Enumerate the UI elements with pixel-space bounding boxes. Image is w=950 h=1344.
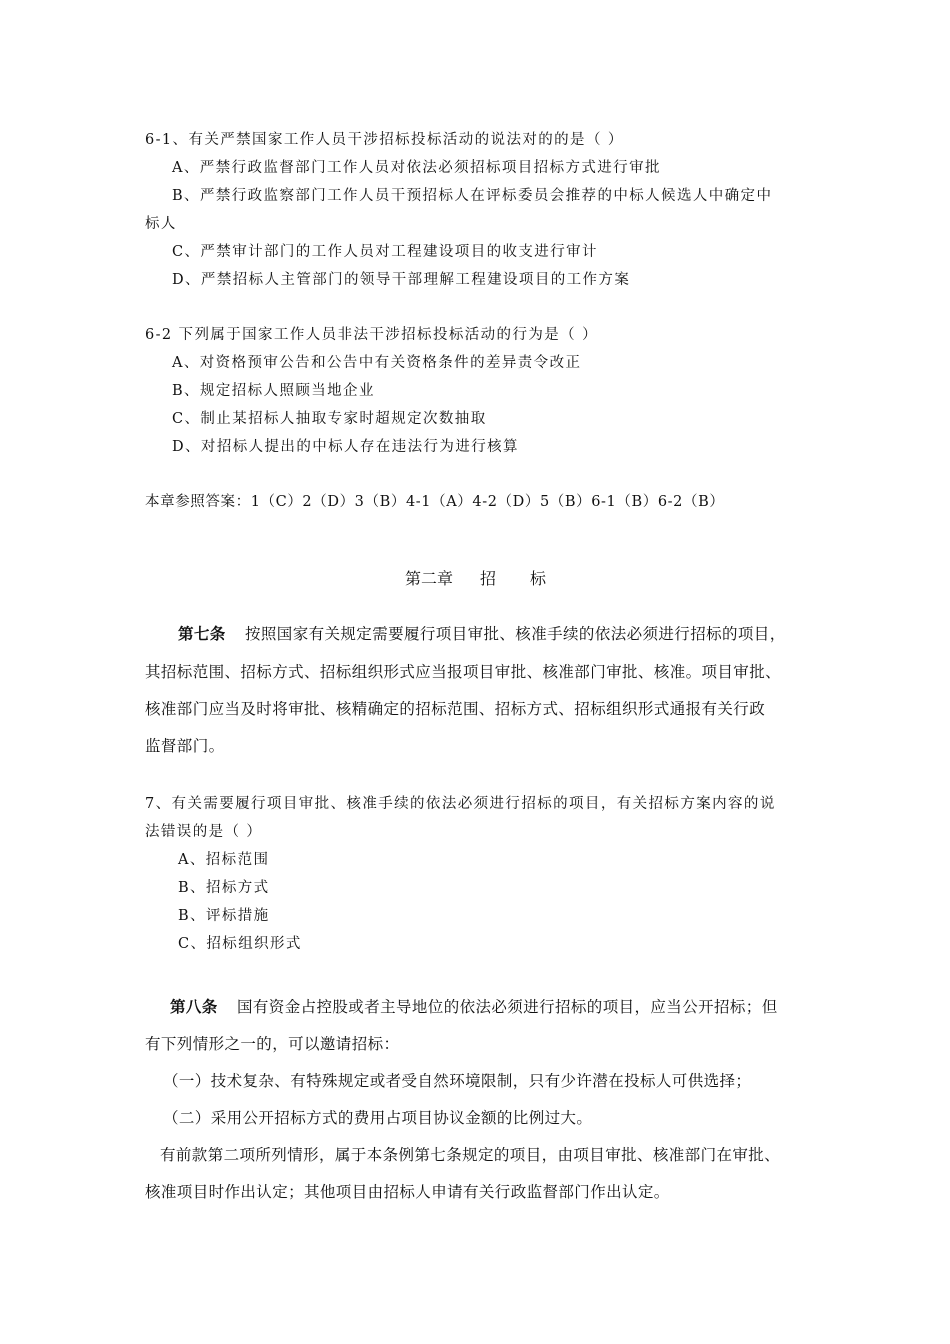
article-8-paragraph-line-1: 有前款第二项所列情形，属于本条例第七条规定的项目，由项目审批、核准部门在审批、 [160, 1146, 781, 1164]
article-7-line-4: 监督部门。 [145, 737, 225, 755]
question-6-1-option-d: D、严禁招标人主管部门的领导干部理解工程建设项目的工作方案 [172, 272, 631, 288]
article-7-line-3: 核准部门应当及时将审批、核精确定的招标范围、招标方式、招标组织形式通报有关行政 [145, 700, 766, 718]
article-7-line-1: 按照国家有关规定需要履行项目审批、核准手续的依法必须进行招标的项目， [245, 625, 786, 643]
question-6-1-option-b: B、严禁行政监察部门工作人员干预招标人在评标委员会推荐的中标人候选人中确定中 [172, 188, 773, 204]
question-6-1-option-b-continued: 标人 [145, 216, 177, 232]
question-6-2-option-d: D、对招标人提出的中标人存在违法行为进行核算 [172, 439, 519, 455]
chapter-title-char-1: 招 [480, 569, 497, 588]
question-6-2-option-a: A、对资格预审公告和公告中有关资格条件的差异责令改正 [172, 355, 582, 371]
question-6-2-option-b: B、规定招标人照顾当地企业 [172, 383, 375, 399]
question-7-stem-line-1: 7、有关需要履行项目审批、核准手续的依法必须进行招标的项目，有关招标方案内容的说 [145, 796, 776, 812]
article-7-line-2: 其招标范围、招标方式、招标组织形式应当报项目审批、核准部门审批、核准。项目审批、 [145, 663, 782, 681]
chapter-answers: 本章参照答案：1（C）2（D）3（B）4-1（A）4-2（D）5（B）6-1（B）6-2（B） [145, 494, 725, 510]
question-7-option-a: A、招标范围 [178, 852, 270, 868]
question-7-option-c: C、招标组织形式 [178, 936, 302, 952]
question-7-option-b-second: B、评标措施 [178, 908, 270, 924]
chapter-number: 第二章 [405, 569, 454, 588]
question-6-1-option-c: C、严禁审计部门的工作人员对工程建设项目的收支进行审计 [172, 244, 598, 260]
article-8-paragraph-line-2: 核准项目时作出认定；其他项目由招标人申请有关行政监督部门作出认定。 [145, 1183, 670, 1201]
question-6-1-stem: 6-1、有关严禁国家工作人员干涉招标投标活动的说法对的的是（ ） [145, 132, 624, 148]
question-6-2-stem: 6-2 下列属于国家工作人员非法干涉招标投标活动的行为是（ ） [145, 327, 598, 343]
article-8-line-1: 国有资金占控股或者主导地位的依法必须进行招标的项目，应当公开招标；但 [237, 998, 778, 1016]
question-7-option-b: B、招标方式 [178, 880, 270, 896]
article-8-item-2: （二）采用公开招标方式的费用占项目协议金额的比例过大。 [163, 1109, 593, 1127]
article-8-line-2: 有下列情形之一的，可以邀请招标： [145, 1035, 400, 1053]
question-7-stem-line-2: 法错误的是（ ） [145, 824, 263, 840]
article-7-label: 第七条 [178, 624, 226, 643]
question-6-2-option-c: C、制止某招标人抽取专家时超规定次数抽取 [172, 411, 487, 427]
question-6-1-option-a: A、严禁行政监督部门工作人员对依法必须招标项目招标方式进行审批 [172, 160, 661, 176]
article-8-label: 第八条 [170, 997, 218, 1016]
chapter-title-char-2: 标 [530, 569, 547, 588]
article-8-item-1: （一）技术复杂、有特殊规定或者受自然环境限制，只有少许潜在投标人可供选择； [163, 1072, 752, 1090]
